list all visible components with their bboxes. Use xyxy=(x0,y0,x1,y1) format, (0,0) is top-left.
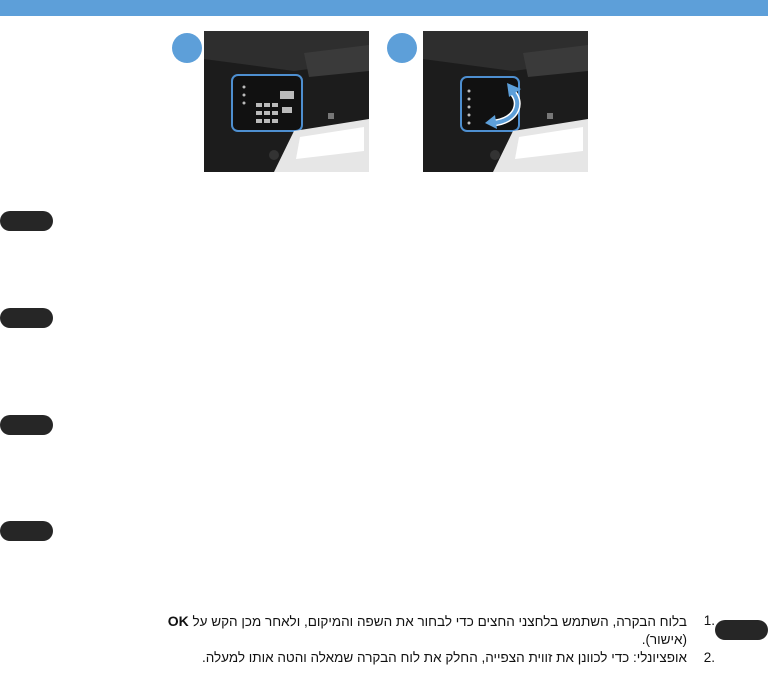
instruction-text-continued: (אישור). xyxy=(641,632,687,647)
printer-control-panel-photo xyxy=(204,31,369,172)
printer-panel-tilt-photo xyxy=(423,31,588,172)
instructions xyxy=(25,612,715,667)
instruction-1 xyxy=(25,612,715,649)
language-marker-3 xyxy=(0,415,53,435)
language-marker-1 xyxy=(0,211,53,231)
step-marker-2 xyxy=(387,33,417,63)
instruction-text: אופציונלי: כדי לכוונן את זווית הצפייה, החלק את לוח הבקרה שמאלה והטה אותו למעלה. xyxy=(201,650,687,665)
header-bar xyxy=(0,0,768,16)
ok-button-label: OK xyxy=(167,613,189,629)
language-marker-4 xyxy=(0,521,53,541)
language-marker-2 xyxy=(0,308,53,328)
instruction-number: 2. xyxy=(703,650,715,665)
instruction-2 xyxy=(25,649,715,667)
instruction-text: בלוח הבקרה, השתמש בלחצני החצים כדי לבחור את השפה והמיקום, ולאחר מכן הקש על xyxy=(192,614,687,629)
instruction-number: 1. xyxy=(703,613,715,628)
language-marker-hebrew xyxy=(715,620,768,640)
step-marker-1 xyxy=(172,33,202,63)
